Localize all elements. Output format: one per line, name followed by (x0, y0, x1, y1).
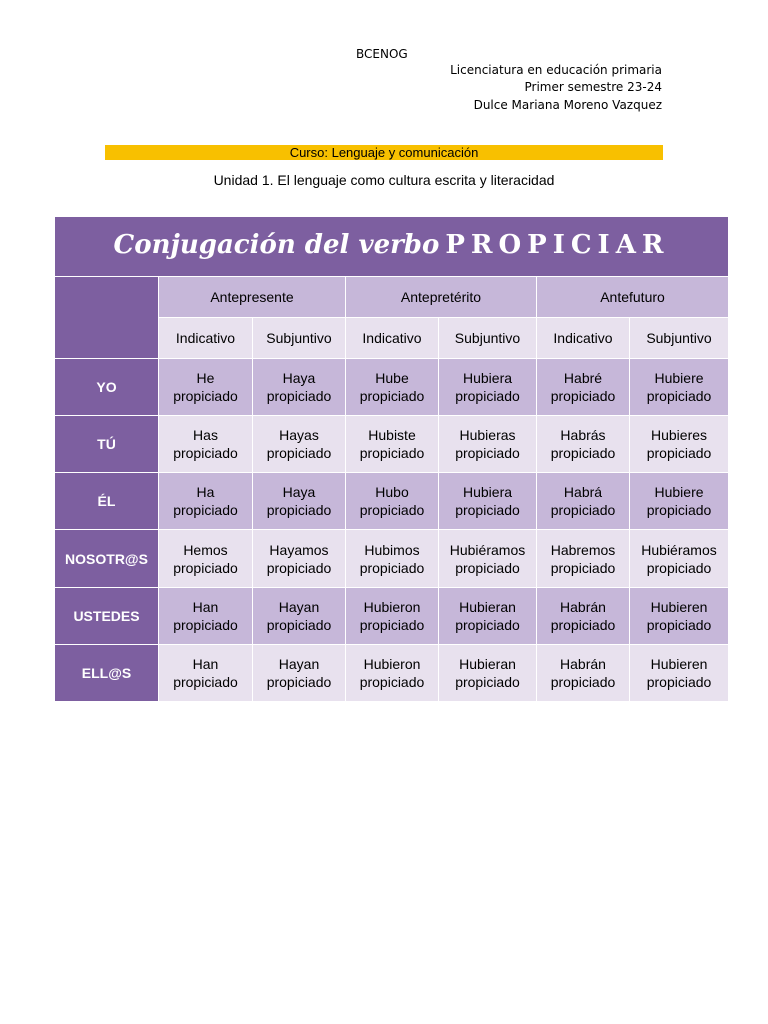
conjugation-cell (630, 358, 729, 415)
tense-header: Antefuturo (537, 277, 729, 318)
participle: propiciado (455, 616, 520, 633)
auxiliary-verb: Habrán (560, 598, 606, 615)
participle: propiciado (359, 502, 425, 519)
participle: propiciado (266, 673, 332, 690)
conjugation-cell (439, 358, 537, 415)
participle: propiciado (266, 445, 332, 462)
auxiliary-verb: Hayas (279, 427, 319, 444)
auxiliary-verb: Hubieron (363, 598, 421, 615)
auxiliary-verb: Hubimos (364, 541, 420, 558)
auxiliary-verb: Hubieren (650, 598, 708, 615)
unit-title: Unidad 1. El lenguaje como cultura escrita y literacidad (213, 172, 555, 188)
auxiliary-verb: Habremos (550, 541, 616, 558)
conjugation-cell (537, 644, 630, 701)
mood-header: Indicativo (346, 318, 439, 359)
conjugation-rows (55, 358, 729, 701)
participle: propiciado (550, 502, 616, 519)
conjugation-cell (537, 416, 630, 473)
auxiliary-verb: Habrán (560, 655, 606, 672)
conjugation-cell (159, 530, 253, 587)
auxiliary-verb: Hubiéramos (641, 541, 717, 558)
participle: propiciado (550, 616, 616, 633)
conjugation-cell (346, 530, 439, 587)
auxiliary-verb: Hubieron (363, 655, 421, 672)
conjugation-cell (439, 416, 537, 473)
participle: propiciado (359, 673, 425, 690)
auxiliary-verb: Han (192, 598, 219, 615)
conjugation-cell (537, 587, 630, 644)
conjugation-cell (630, 416, 729, 473)
conjugation-cell (346, 358, 439, 415)
participle: propiciado (359, 388, 425, 404)
participle: propiciado (455, 673, 520, 690)
table-row (55, 416, 729, 473)
table-title (55, 217, 729, 277)
participle: propiciado (173, 502, 238, 519)
auxiliary-verb: Hayan (278, 655, 320, 672)
table-row (55, 473, 729, 530)
conjugation-cell (630, 644, 729, 701)
table-row (55, 644, 729, 701)
conjugation-cell (346, 473, 439, 530)
conjugation-cell (159, 473, 253, 530)
auxiliary-verb: Han (192, 655, 219, 672)
auxiliary-verb: Haya (282, 484, 316, 501)
conjugation-cell (346, 644, 439, 701)
participle: propiciado (646, 502, 712, 519)
auxiliary-verb: Hemos (183, 541, 228, 558)
auxiliary-verb: Hubieran (459, 655, 516, 672)
participle: propiciado (173, 388, 238, 404)
conjugation-cell (630, 473, 729, 530)
participle: propiciado (359, 559, 425, 576)
conjugation-cell (159, 358, 253, 415)
conjugation-cell (439, 644, 537, 701)
auxiliary-verb: Hubiera (462, 484, 513, 501)
auxiliary-verb: Ha (196, 484, 215, 501)
auxiliary-verb: Habré (563, 370, 603, 386)
conjugation-cell (253, 358, 346, 415)
auxiliary-verb: Hubiste (368, 427, 416, 444)
participle: propiciado (173, 673, 238, 690)
conjugation-cell (253, 530, 346, 587)
conjugation-cell (253, 587, 346, 644)
participle: propiciado (550, 673, 616, 690)
participle: propiciado (173, 445, 238, 462)
student-name: Dulce Mariana Moreno Vazquez (473, 98, 662, 112)
auxiliary-verb: Haya (282, 370, 316, 386)
table-row (55, 587, 729, 644)
auxiliary-verb: Hubieras (459, 427, 516, 444)
mood-header: Subjuntivo (253, 318, 346, 359)
participle: propiciado (550, 388, 616, 404)
conjugation-cell (537, 473, 630, 530)
mood-header: Indicativo (159, 318, 253, 359)
person-label: USTEDES (55, 587, 159, 644)
tense-header: Antepretérito (346, 277, 537, 318)
participle: propiciado (266, 502, 332, 519)
conjugation-cell (630, 587, 729, 644)
person-label: YO (55, 358, 159, 415)
conjugation-cell (346, 416, 439, 473)
conjugation-cell (253, 416, 346, 473)
auxiliary-verb: Has (193, 427, 218, 444)
table-row (55, 358, 729, 415)
degree-name: Licenciatura en educación primaria (450, 63, 662, 77)
title-text: Conjugación del verbo (113, 230, 440, 261)
conjugation-cell (537, 358, 630, 415)
auxiliary-verb: Hayan (278, 598, 320, 615)
participle: propiciado (550, 445, 616, 462)
participle: propiciado (266, 388, 332, 404)
conjugation-cell (630, 530, 729, 587)
conjugation-cell (159, 587, 253, 644)
conjugation-cell (439, 530, 537, 587)
participle: propiciado (455, 502, 520, 519)
table-row (55, 530, 729, 587)
auxiliary-verb: He (196, 370, 215, 386)
person-label: ELL@S (55, 644, 159, 701)
tense-header: Antepresente (159, 277, 346, 318)
participle: propiciado (173, 616, 238, 633)
auxiliary-verb: Hayamos (269, 541, 329, 558)
participle: propiciado (646, 616, 712, 633)
participle: propiciado (646, 445, 712, 462)
mood-header: Indicativo (537, 318, 630, 359)
participle: propiciado (646, 388, 712, 404)
conjugation-cell (439, 587, 537, 644)
participle: propiciado (455, 445, 520, 462)
auxiliary-verb: Habrá (563, 484, 603, 501)
participle: propiciado (455, 559, 520, 576)
conjugation-cell (537, 530, 630, 587)
auxiliary-verb: Hube (375, 370, 409, 386)
conjugation-cell (346, 587, 439, 644)
conjugation-cell (253, 644, 346, 701)
participle: propiciado (646, 559, 712, 576)
auxiliary-verb: Habrás (560, 427, 606, 444)
participle: propiciado (266, 616, 332, 633)
conjugation-cell (439, 473, 537, 530)
participle: propiciado (455, 388, 520, 404)
participle: propiciado (359, 445, 425, 462)
auxiliary-verb: Hubiere (654, 370, 704, 386)
conjugation-table (54, 216, 729, 702)
auxiliary-verb: Hubiéramos (449, 541, 526, 558)
mood-header: Subjuntivo (439, 318, 537, 359)
auxiliary-verb: Hubiere (654, 484, 704, 501)
auxiliary-verb: Hubieren (650, 655, 708, 672)
person-label: ÉL (55, 473, 159, 530)
participle: propiciado (266, 559, 332, 576)
course-banner: Curso: Lenguaje y comunicación (105, 145, 663, 160)
participle: propiciado (550, 559, 616, 576)
auxiliary-verb: Hubieres (651, 427, 708, 444)
conjugation-cell (159, 416, 253, 473)
person-label: NOSOTR@S (55, 530, 159, 587)
corner-cell (55, 277, 159, 359)
auxiliary-verb: Hubieran (459, 598, 516, 615)
conjugation-cell (159, 644, 253, 701)
person-label: TÚ (55, 416, 159, 473)
participle: propiciado (359, 616, 425, 633)
mood-header: Subjuntivo (630, 318, 729, 359)
conjugation-cell (253, 473, 346, 530)
title-verb: PROPICIAR (445, 230, 670, 261)
school-name: BCENOG (356, 47, 408, 61)
participle: propiciado (173, 559, 238, 576)
participle: propiciado (646, 673, 712, 690)
auxiliary-verb: Hubo (375, 484, 409, 501)
auxiliary-verb: Hubiera (462, 370, 513, 386)
semester: Primer semestre 23-24 (524, 80, 662, 94)
